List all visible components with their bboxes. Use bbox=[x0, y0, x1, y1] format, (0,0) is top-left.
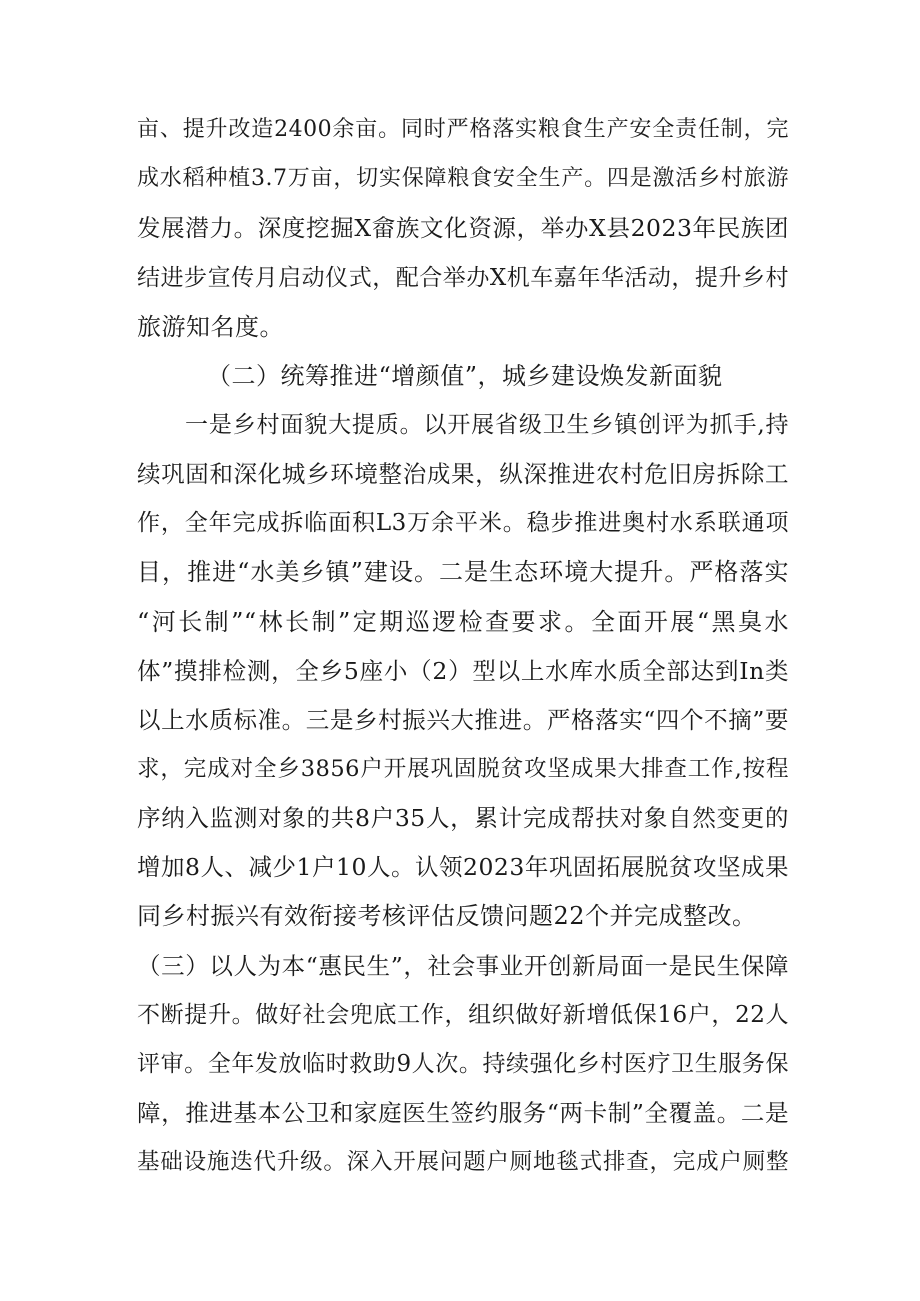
text-line-2: 成水稻种植3.7万亩，切实保障粮食安全生产。四是激活乡村旅游 bbox=[137, 166, 789, 191]
text-line-19: 不断提升。做好社会兜底工作，组织做好新增低保16户，22人 bbox=[137, 1002, 789, 1028]
text-line-5: 旅游知名度。 bbox=[137, 313, 284, 341]
text-line-12: 体”摸排检测，全乡5座小（2）型以上水库水质全部达到In类 bbox=[137, 657, 789, 685]
text-line-22: 基础设施迭代升级。深入开展问题户厕地毯式排查，完成户厕整 bbox=[137, 1149, 789, 1175]
text-line-7: 一是乡村面貌大提质。以开展省级卫生乡镇创评为抓手,持 bbox=[185, 412, 789, 438]
text-line-20: 评审。全年发放临时救助9人次。持续强化乡村医疗卫生服务保 bbox=[137, 1051, 789, 1077]
text-line-11: “河长制”“林长制”定期巡逻检查要求。全面开展“黑臭水 bbox=[137, 608, 789, 636]
text-line-15: 序纳入监测对象的共8户35人，累计完成帮扶对象自然变更的 bbox=[137, 804, 789, 832]
section-heading-3: （三）以人为本“惠民生”，社会事业开创新局面一是民生保障 bbox=[137, 952, 789, 980]
text-line-3: 发展潜力。深度挖掘X畲族文化资源，举办X县2023年民族团 bbox=[137, 214, 789, 242]
text-line-21: 障，推进基本公卫和家庭医生签约服务“两卡制”全覆盖。二是 bbox=[137, 1099, 789, 1127]
text-line-1: 亩、提升改造2400余亩。同时严格落实粮食生产安全责任制，完 bbox=[137, 117, 789, 142]
text-line-13: 以上水质标准。三是乡村振兴大推进。严格落实“四个不摘”要 bbox=[137, 706, 789, 734]
text-line-8: 续巩固和深化城乡环境整治成果，纵深推进农村危旧房拆除工 bbox=[137, 460, 789, 488]
text-line-17: 同乡村振兴有效衔接考核评估反馈问题22个并完成整改。 bbox=[137, 902, 757, 930]
text-line-10: 目，推进“水美乡镇”建设。二是生态环境大提升。严格落实 bbox=[137, 558, 789, 586]
text-line-9: 作，全年完成拆临面积L3万余平米。稳步推进奥村水系联通项 bbox=[137, 510, 789, 536]
text-line-14: 求，完成对全乡3856户开展巩固脱贫攻坚成果大排查工作,按程 bbox=[137, 756, 789, 782]
section-heading-2: （二）统筹推进“增颜值”，城乡建设焕发新面貌 bbox=[207, 362, 723, 390]
text-line-16: 增加8人、减少1户10人。认领2023年巩固拓展脱贫攻坚成果 bbox=[137, 853, 789, 881]
text-line-4: 结进步宣传月启动仪式，配合举办X机车嘉年华活动，提升乡村 bbox=[137, 265, 789, 291]
